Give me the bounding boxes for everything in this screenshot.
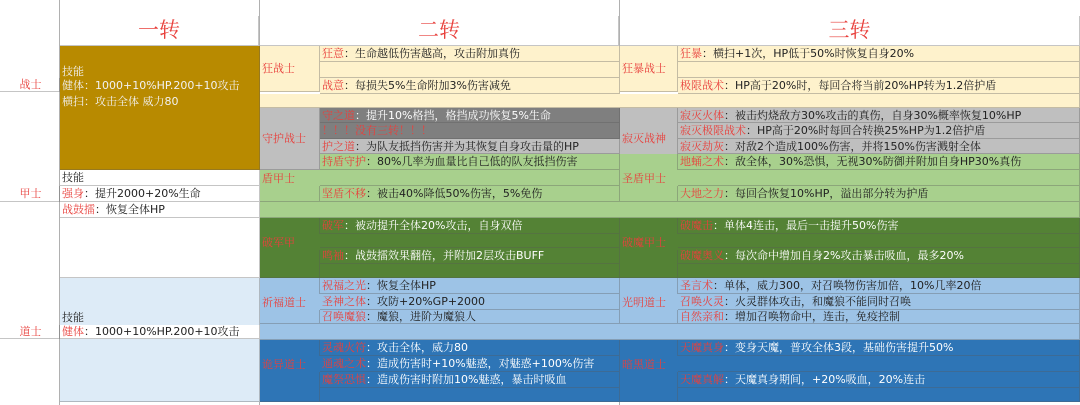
skill-desc: ：每次命中增加自身2%攻击暴击吸血，最多20%: [724, 249, 964, 262]
skill-desc: ：每损失5%生命附加3%伤害减免: [344, 79, 511, 92]
skill-name: 寂灭极限战术: [680, 124, 746, 137]
header-tier-3: 三转: [620, 16, 1080, 46]
skill-name: 地蛹之术: [680, 155, 724, 168]
class-holy-shield-armor: 圣盾甲士: [620, 170, 678, 186]
skill-row: [320, 264, 620, 278]
skill-name: 狂意: [322, 47, 344, 60]
skill-desc: ：恢复全体HP: [366, 279, 436, 292]
class-army-breaker: 破军甲: [260, 234, 320, 250]
separator-row: [260, 324, 1080, 340]
skill-desc: ：生命越低伤害越高，攻击附加真伤: [344, 47, 520, 60]
skill-row: [678, 170, 1080, 186]
skill-row: [320, 294, 620, 310]
skill-desc: ：敌全体，30%恐惧，无视30%防御并附加自身HP30%真伤: [724, 155, 1022, 168]
skill-row: [320, 186, 620, 202]
header-tier-1: 一转: [60, 16, 259, 46]
armor-base-blank: [60, 218, 260, 278]
skill-row: [320, 234, 620, 248]
skill-name: 极限战术: [680, 79, 724, 92]
class-strange-taoist: 诡异道士: [260, 356, 320, 372]
skill-row: [678, 218, 1080, 234]
skill-row: [678, 248, 1080, 264]
skill-row: [678, 294, 1080, 310]
skill-row: [320, 388, 620, 402]
skill-row: [320, 62, 620, 78]
skill-row: [320, 139, 620, 154]
class-shield-armor-label: 盾甲士: [260, 170, 320, 186]
skill-name: 强身: [62, 187, 84, 200]
skill-desc: ：造成伤害时附加10%魅惑，暴击时吸血: [366, 373, 567, 386]
separator-row: [260, 94, 1080, 108]
class-dark-taoist: 暗黑道士: [620, 356, 678, 372]
skill-row: [678, 108, 1080, 123]
skill-row: [320, 248, 620, 264]
skill-desc: ：造成伤害时+10%魅惑，对魅惑+100%伤害: [366, 357, 595, 370]
skill-row: [678, 186, 1080, 202]
skill-desc: ：增加召唤物命中，连击，免疫控制: [724, 310, 900, 323]
class-berserker: 狂战士: [260, 46, 320, 92]
skill-name: 健体: [62, 325, 84, 338]
skill-row: [678, 62, 1080, 78]
skill-name: 护之道: [322, 139, 355, 153]
separator-row: [260, 202, 1080, 218]
skill-desc: ：变身天魔，普攻全体3段，基础伤害提升50%: [724, 341, 954, 354]
skill-name: 召唤魔狼: [322, 310, 366, 323]
skill-name: 守之道: [322, 108, 355, 122]
skill-desc: ：80%几率为血量比自己低的队友抵挡伤害: [366, 155, 578, 168]
skill-desc: ：恢复全体HP: [95, 203, 165, 216]
skill-desc: ：HP高于20%时每回合转换25%HP为1.2倍护盾: [746, 124, 986, 137]
class-blessing-taoist: 祈福道士: [260, 294, 320, 310]
skill-desc: ：单体4连击，最后一击提升50%伤害: [713, 219, 899, 232]
skill-desc: ：攻击全体，威力80: [366, 341, 468, 354]
skill-row: [678, 234, 1080, 248]
skill-name: 破魔奥义: [680, 249, 724, 262]
class-guardian: 守护战士: [260, 108, 320, 170]
skill-row: [320, 78, 620, 94]
skill-desc: ：提升10%格挡，格挡成功恢复5%生命: [355, 108, 551, 122]
skill-row: [678, 356, 1080, 372]
skill-row: [320, 278, 620, 294]
skill-desc: ：魔狼，进阶为魔狼人: [366, 310, 476, 323]
skill-name: 天魔真身: [680, 341, 724, 354]
skill-name: 鸣袖: [322, 249, 344, 262]
skill-desc: ：被击灼烧敌方30%攻击的真伤，自身30%概率恢复10%HP: [724, 108, 1022, 122]
skill-row: [678, 123, 1080, 139]
skill-row: [678, 310, 1080, 324]
skill-row: [320, 170, 620, 186]
skill-name: 大地之力: [680, 187, 724, 200]
skill-desc: ：横扫+1次，HP低于50%时恢复自身20%: [702, 47, 915, 60]
header-tier-2: 二转: [260, 16, 619, 46]
skill-name: 破军: [322, 219, 344, 232]
skill-row: [320, 356, 620, 372]
skill-name: 战意: [322, 79, 344, 92]
skill-name: 寂灭劫灰: [680, 139, 724, 153]
skill-desc: ：被动提升全体20%攻击，自身双倍: [344, 219, 523, 232]
armor-skill-label: 技能: [60, 170, 260, 186]
skill-name: 战鼓擂: [62, 203, 95, 216]
skill-name: 破魔击: [680, 219, 713, 232]
class-name-armor: 甲士: [0, 186, 60, 202]
skill-desc: ：对敌2个造成100%伤害，并将150%伤害溅射全体: [724, 139, 981, 153]
skill-row: [678, 278, 1080, 294]
no-third-transfer-note: ！！！没有三转！！！: [320, 123, 620, 139]
taoist-base-panel: [60, 278, 260, 402]
skill-name: 自然亲和: [680, 310, 724, 323]
skill-name: 灵魂火符: [322, 341, 366, 354]
warrior-base-skill: 健体：1000+10%HP.200+10攻击: [62, 78, 240, 92]
skill-desc: ：攻防+20%GP+2000: [366, 295, 486, 308]
taoist-base-skill: [60, 325, 260, 339]
warrior-skill-label: 技能: [62, 64, 84, 78]
skill-name: 祝福之光: [322, 279, 366, 292]
class-name-warrior: 战士: [0, 78, 60, 92]
skill-name: 持盾守护: [322, 155, 366, 168]
skill-row: [678, 372, 1080, 388]
taoist-skill-label: 技能: [62, 310, 84, 324]
skill-row: [320, 154, 620, 170]
armor-base-skill: [60, 186, 260, 202]
skill-name: 狂暴: [680, 47, 702, 60]
skill-desc: ：战鼓擂效果翻倍，并附加2层攻击BUFF: [344, 249, 545, 262]
class-demon-breaker-armor: 破魔甲士: [620, 234, 678, 250]
class-light-taoist: 光明道士: [620, 294, 678, 310]
skill-row: [678, 78, 1080, 94]
skill-desc: ：HP高于20%时，每回合将当前20%HP转为1.2倍护盾: [724, 79, 997, 92]
skill-row: [320, 372, 620, 388]
skill-row: [320, 46, 620, 62]
skill-row: [320, 340, 620, 356]
skill-desc: ：1000+10%HP.200+10攻击: [84, 325, 240, 338]
skill-name: 召唤火灵: [680, 295, 724, 308]
class-name-taoist: 道士: [0, 325, 60, 339]
skill-name: 寂灭火体: [680, 108, 724, 122]
skill-desc: ：天魔真身期间，+20%吸血，20%连击: [724, 373, 926, 386]
skill-row: [320, 310, 620, 324]
skill-row: [678, 154, 1080, 170]
skill-row: [678, 388, 1080, 402]
skill-name: 通魂之术: [322, 357, 366, 370]
armor-base-skill-2: [60, 202, 260, 218]
skill-desc: ：火灵群体攻击，和魔狼不能同时召唤: [724, 295, 911, 308]
skill-row: [320, 108, 620, 123]
skill-desc: ：单体，威力300，对召唤物伤害加倍，10%几率20倍: [713, 279, 982, 292]
skill-name: 坚盾不移: [322, 187, 366, 200]
skill-name: 圣言术: [680, 279, 713, 292]
skill-name: 魔祭恐惧: [322, 373, 366, 386]
class-berserk-warrior: 狂暴战士: [620, 46, 678, 92]
skill-desc: ：为队友抵挡伤害并为其恢复自身攻击量的HP: [355, 139, 579, 153]
warrior-base-skill-2: 横扫：攻击全体 威力80: [62, 94, 179, 108]
skill-desc: ：提升2000+20%生命: [84, 187, 201, 200]
skill-desc: ：被击40%降低50%伤害，5%免伤: [366, 187, 543, 200]
skill-row: [678, 46, 1080, 62]
skill-row: [678, 340, 1080, 356]
skill-row: [678, 264, 1080, 278]
skill-row: [320, 218, 620, 234]
skill-name: 天魔真解: [680, 373, 724, 386]
class-nirvana-war-god: 寂灭战神: [620, 108, 678, 170]
skill-desc: ：每回合恢复10%HP，溢出部分转为护盾: [724, 187, 929, 200]
skill-row: [678, 139, 1080, 154]
skill-name: 圣神之体: [322, 295, 366, 308]
